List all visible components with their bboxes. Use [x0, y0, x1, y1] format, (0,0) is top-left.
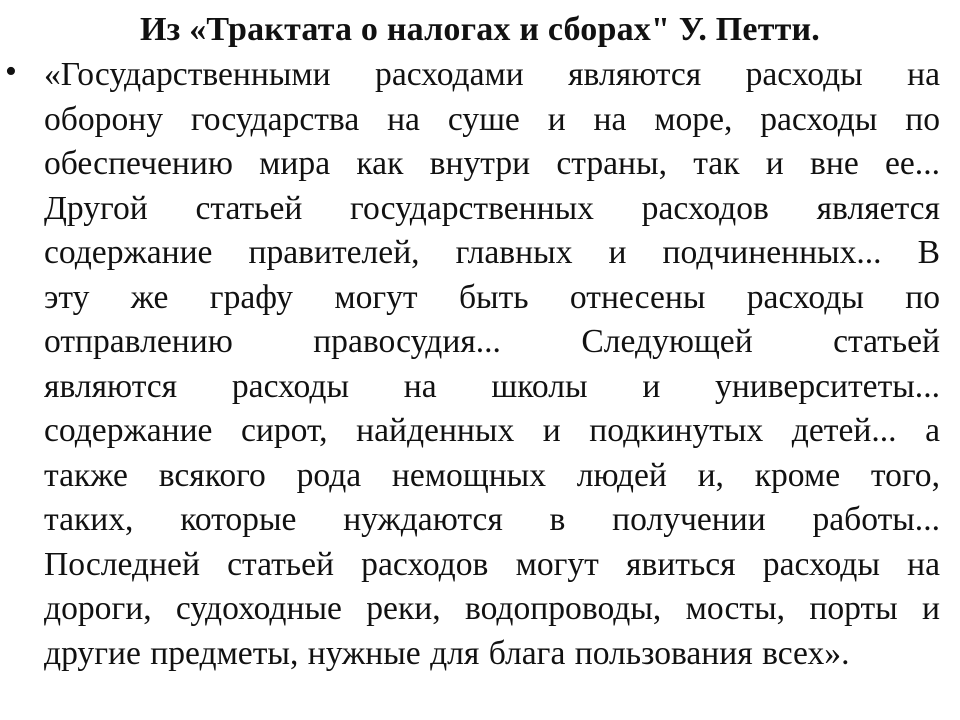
- quote-line: дороги, судоходные реки, водопроводы, мосты, порты и: [44, 590, 940, 627]
- quote-line: другие предметы, нужные для блага пользования всех».: [44, 634, 850, 672]
- quote-line: также всякого рода немощных людей и, кроме того,: [44, 456, 940, 494]
- bullet-list: [5, 53, 940, 676]
- quote-line: «Государственными расходами являются расходы на: [44, 56, 940, 93]
- slide-title: Из «Трактата о налогах и сборах" У. Петти.: [139, 11, 821, 48]
- quote-line: оборону государства на суше и на море, расходы по: [44, 100, 940, 138]
- bullet-icon: •: [5, 53, 17, 90]
- quote-line: отправлению правосудия... Следующей статьей: [44, 323, 940, 360]
- quote-line: обеспечению мира как внутри страны, так и вне ее...: [44, 145, 940, 182]
- quote-line: Другой статьей государственных расходов является: [44, 189, 940, 227]
- quote-line: являются расходы на школы и университеты...: [44, 367, 940, 405]
- quote-text: [44, 53, 940, 676]
- bullet-item: [5, 53, 940, 676]
- quote-line: таких, которые нуждаются в получении работы...: [44, 501, 940, 538]
- quote-line: эту же графу могут быть отнесены расходы по: [44, 278, 940, 316]
- quote-line: содержание сирот, найденных и подкинутых детей... а: [44, 412, 940, 449]
- quote-line: содержание правителей, главных и подчиненных... В: [44, 234, 940, 271]
- quote-line: Последней статьей расходов могут явиться расходы на: [44, 545, 940, 583]
